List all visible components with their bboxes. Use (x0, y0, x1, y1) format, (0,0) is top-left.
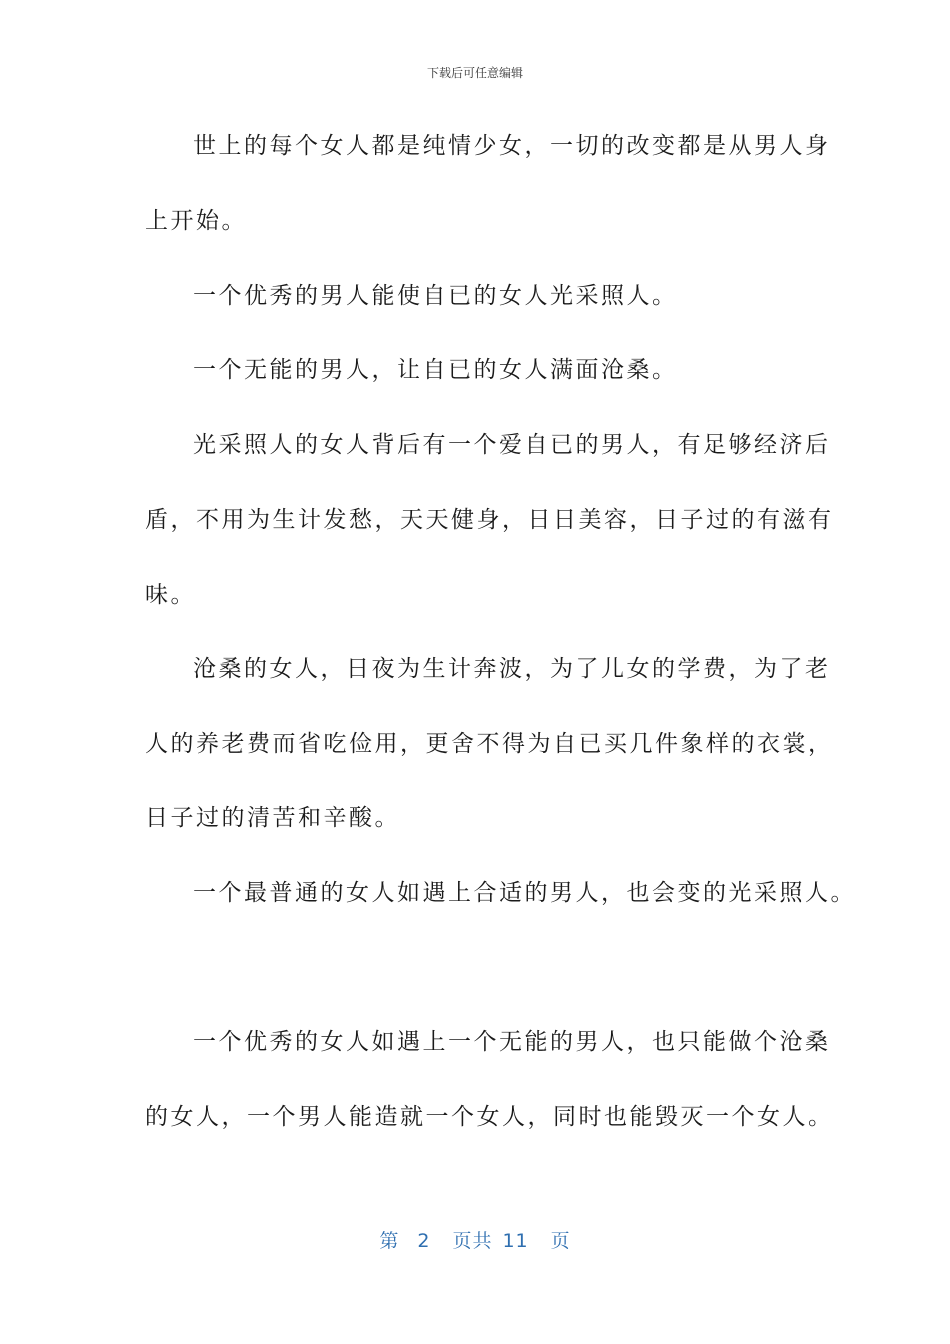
text-line: 上开始。 (145, 208, 247, 234)
text-line: 一个无能的男人，让自已的女人满面沧桑。 (193, 357, 678, 383)
text-line: 一个最普通的女人如遇上合适的男人，也会变的光采照人。 (193, 880, 856, 906)
page-footer (0, 1226, 950, 1253)
total-page-number: 11 (502, 1230, 529, 1252)
text-line: 世上的每个女人都是纯情少女，一切的改变都是从男人身 (193, 133, 831, 159)
text-line: 日子过的清苦和辛酸。 (145, 805, 400, 831)
footer-di: 第 (379, 1230, 400, 1252)
footer-ye: 页 (550, 1230, 571, 1252)
text-line: 一个优秀的女人如遇上一个无能的男人，也只能做个沧桑 (193, 1029, 831, 1055)
footer-ye-gong: 页共 (452, 1230, 493, 1252)
current-page-number: 2 (417, 1230, 431, 1252)
page-header: 下载后可任意编辑 (426, 66, 523, 80)
text-line: 的女人，一个男人能造就一个女人，同时也能毁灭一个女人。 (145, 1104, 834, 1130)
text-line: 一个优秀的男人能使自已的女人光采照人。 (193, 283, 678, 309)
text-line: 沧桑的女人，日夜为生计奔波，为了儿女的学费，为了老 (193, 656, 831, 682)
text-line: 人的养老费而省吃俭用，更舍不得为自已买几件象样的衣裳， (145, 731, 834, 757)
text-line: 盾，不用为生计发愁，天天健身，日日美容，日子过的有滋有 (145, 507, 834, 533)
text-line: 味。 (145, 582, 196, 608)
text-line: 光采照人的女人背后有一个爱自已的男人，有足够经济后 (193, 432, 831, 458)
